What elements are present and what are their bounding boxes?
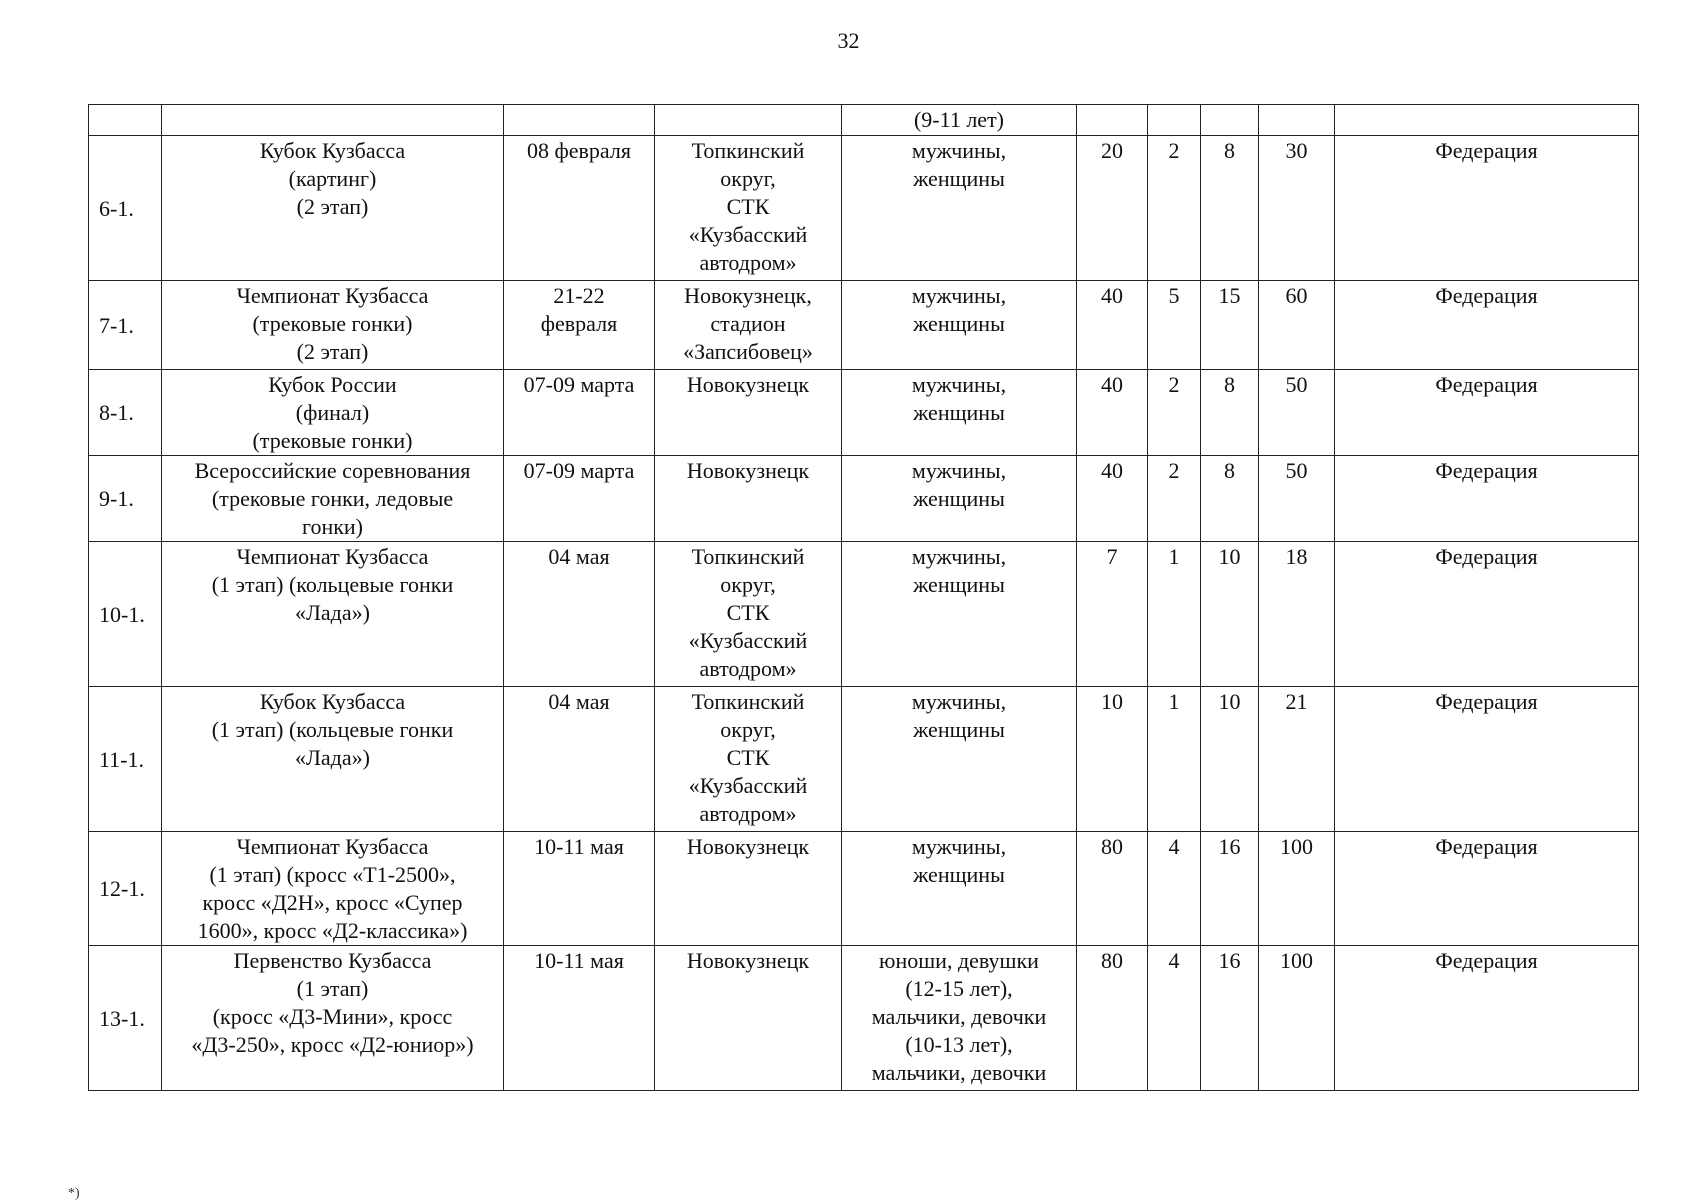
count-3: 8: [1224, 138, 1235, 163]
event-date-line: 04 мая: [548, 689, 610, 714]
event-date-line: 21-22: [553, 283, 605, 308]
event-name-line: (2 этап): [296, 339, 369, 364]
organizer: Федерация: [1435, 948, 1538, 973]
event-name-line: (1 этап) (кросс «Т1-2500»,: [209, 862, 456, 887]
cell-n1: [1077, 832, 1148, 946]
cell-participants: [842, 946, 1077, 1091]
event-date-line: 10-11 мая: [534, 948, 624, 973]
cell-n2: [1148, 687, 1201, 832]
cell-name: [162, 946, 504, 1091]
cell-participants: [842, 832, 1077, 946]
cell-place: [655, 370, 842, 456]
count-2: 1: [1168, 689, 1180, 714]
cell-place: [655, 832, 842, 946]
cell-num: [89, 105, 162, 136]
participants-line: (12-15 лет),: [905, 976, 1013, 1001]
event-place-line: Топкинский: [691, 544, 805, 569]
event-name-line: (1 этап) (кольцевые гонки: [211, 572, 454, 597]
count-1: 40: [1101, 283, 1123, 308]
cell-date: [504, 946, 655, 1091]
table-row: [89, 281, 1639, 370]
participants-line: женщины: [913, 166, 1005, 191]
cell-num: [89, 687, 162, 832]
event-place-line: округ,: [720, 717, 776, 742]
cell-date: [504, 370, 655, 456]
cell-n1: [1077, 281, 1148, 370]
event-place-line: Новокузнецк: [686, 948, 810, 973]
event-place-line: Новокузнецк: [686, 458, 810, 483]
participants-line: юноши, девушки: [879, 948, 1039, 973]
cell-n3: [1201, 370, 1259, 456]
participants-line: мальчики, девочки: [871, 1004, 1047, 1029]
cell-place: [655, 946, 842, 1091]
cell-name: [162, 542, 504, 687]
event-name-line: (1 этап) (кольцевые гонки: [211, 717, 454, 742]
cell-n3: [1201, 832, 1259, 946]
cell-n2: [1148, 832, 1201, 946]
cell-name: [162, 832, 504, 946]
cell-org: [1335, 105, 1639, 136]
event-name-line: Чемпионат Кузбасса: [236, 544, 429, 569]
row-number: 12-1.: [99, 876, 145, 901]
cell-name: [162, 105, 504, 136]
event-name-line: «Лада»): [295, 600, 370, 625]
count-4: 100: [1280, 948, 1313, 973]
event-place-line: Топкинский: [691, 138, 805, 163]
participants-line: женщины: [913, 717, 1005, 742]
event-name-line: Чемпионат Кузбасса: [236, 283, 429, 308]
count-4: 18: [1285, 544, 1308, 569]
cell-place: [655, 456, 842, 542]
participants-line: женщины: [913, 486, 1005, 511]
event-name-line: 1600», кросс «Д2-классика»): [197, 918, 468, 943]
cell-n4: [1259, 281, 1335, 370]
cell-name: [162, 687, 504, 832]
cell-org: [1335, 281, 1639, 370]
count-4: 30: [1285, 138, 1308, 163]
cell-date: [504, 832, 655, 946]
cell-participants: [842, 105, 1077, 136]
cell-place: [655, 542, 842, 687]
table-row: [89, 370, 1639, 456]
event-place-line: автодром»: [699, 801, 797, 826]
cell-org: [1335, 946, 1639, 1091]
cell-org: [1335, 832, 1639, 946]
cell-num: [89, 370, 162, 456]
table-row: [89, 946, 1639, 1091]
event-place-line: «Запсибовец»: [683, 339, 813, 364]
cell-n3: [1201, 946, 1259, 1091]
cell-participants: [842, 281, 1077, 370]
continuation-row: [89, 105, 1639, 136]
organizer: Федерация: [1435, 458, 1538, 483]
organizer: Федерация: [1435, 138, 1538, 163]
cell-name: [162, 281, 504, 370]
event-name-line: Кубок Кузбасса: [259, 138, 406, 163]
cell-n4: [1259, 542, 1335, 687]
event-place-line: стадион: [710, 311, 786, 336]
event-date-line: февраля: [540, 311, 618, 336]
cell-place: [655, 281, 842, 370]
row-number: 11-1.: [99, 746, 145, 772]
participants-line: (10-13 лет),: [905, 1032, 1013, 1057]
count-1: 40: [1101, 372, 1123, 397]
row-number: 7-1.: [99, 312, 134, 338]
count-2: 5: [1168, 283, 1180, 308]
count-3: 10: [1218, 544, 1241, 569]
count-4: 100: [1280, 834, 1313, 859]
participants-line: мужчины,: [911, 372, 1007, 397]
event-place-line: Новокузнецк: [686, 372, 810, 397]
count-2: 2: [1168, 138, 1180, 163]
event-place-line: «Кузбасский: [688, 628, 808, 653]
cell-n1: [1077, 946, 1148, 1091]
cell-n3: [1201, 456, 1259, 542]
event-name-line: Чемпионат Кузбасса: [236, 834, 429, 859]
event-place-line: СТК: [726, 745, 770, 770]
organizer: Федерация: [1435, 544, 1538, 569]
table-row: [89, 542, 1639, 687]
cell-n3: [1201, 542, 1259, 687]
event-name-line: Всероссийские соревнования: [194, 458, 471, 483]
cell-org: [1335, 687, 1639, 832]
event-place-line: округ,: [720, 572, 776, 597]
event-name-line: (кросс «Д3-Мини», кросс: [212, 1004, 453, 1029]
cell-participants: [842, 456, 1077, 542]
row-number: 9-1.: [99, 486, 134, 511]
cell-n4: [1259, 687, 1335, 832]
event-name-line: Первенство Кузбасса: [233, 948, 432, 973]
cell-n3: [1201, 136, 1259, 281]
participants-line: мужчины,: [911, 138, 1007, 163]
event-place-line: «Кузбасский: [688, 222, 808, 247]
event-name-line: кросс «Д2Н», кросс «Супер: [202, 890, 463, 915]
row-number: 13-1.: [99, 1005, 145, 1031]
cell-participants: [842, 370, 1077, 456]
cell-org: [1335, 370, 1639, 456]
count-1: 80: [1101, 834, 1123, 859]
cell-date: [504, 281, 655, 370]
cell-n1: [1077, 687, 1148, 832]
count-2: 4: [1168, 948, 1180, 973]
count-4: 60: [1285, 283, 1308, 308]
footnote-mark: *): [68, 1186, 80, 1201]
cell-n4: [1259, 370, 1335, 456]
event-name-line: «Д3-250», кросс «Д2-юниор»): [191, 1032, 474, 1057]
row-number: 10-1.: [99, 601, 145, 627]
event-name-line: (2 этап): [296, 194, 369, 219]
event-date-line: 04 мая: [548, 544, 610, 569]
event-name-line: (1 этап): [296, 976, 369, 1001]
count-3: 15: [1218, 283, 1241, 308]
count-3: 10: [1218, 689, 1241, 714]
event-place-line: округ,: [720, 166, 776, 191]
event-place-line: Новокузнецк,: [684, 283, 812, 308]
count-1: 80: [1101, 948, 1123, 973]
table-row: [89, 832, 1639, 946]
count-1: 20: [1101, 138, 1123, 163]
cell-n1: [1077, 136, 1148, 281]
organizer: Федерация: [1435, 372, 1538, 397]
cell-org: [1335, 136, 1639, 281]
page-number: 32: [837, 28, 860, 53]
count-3: 16: [1218, 834, 1241, 859]
cell-n2: [1148, 136, 1201, 281]
event-date-line: 08 февраля: [527, 138, 631, 163]
event-name-line: (трековые гонки): [252, 428, 413, 453]
count-1: 40: [1101, 458, 1123, 483]
count-2: 2: [1168, 458, 1180, 483]
cell-n1: [1077, 105, 1148, 136]
cell-place: [655, 136, 842, 281]
cell-num: [89, 542, 162, 687]
event-name-line: гонки): [301, 514, 364, 539]
cell-name: [162, 456, 504, 542]
event-date-line: 07-09 марта: [523, 458, 635, 483]
table-row: [89, 687, 1639, 832]
cell-date: [504, 136, 655, 281]
cell-participants: [842, 542, 1077, 687]
cell-org: [1335, 542, 1639, 687]
participants-line: мужчины,: [911, 544, 1007, 569]
event-place-line: СТК: [726, 600, 770, 625]
organizer: Федерация: [1435, 834, 1538, 859]
cell-name: [162, 136, 504, 281]
event-place-line: «Кузбасский: [688, 773, 808, 798]
event-name-line: Кубок России: [268, 372, 397, 397]
event-date-line: 07-09 марта: [523, 372, 635, 397]
participants-line: (9-11 лет): [913, 107, 1005, 132]
cell-n1: [1077, 456, 1148, 542]
cell-num: [89, 281, 162, 370]
events-table: [88, 104, 1639, 1091]
count-4: 50: [1285, 372, 1308, 397]
event-name-line: (финал): [295, 400, 370, 425]
count-2: 1: [1168, 544, 1180, 569]
cell-date: [504, 687, 655, 832]
event-name-line: (трековые гонки, ледовые: [211, 486, 454, 511]
cell-n2: [1148, 370, 1201, 456]
cell-n3: [1201, 281, 1259, 370]
organizer: Федерация: [1435, 283, 1538, 308]
organizer: Федерация: [1435, 689, 1538, 714]
cell-num: [89, 946, 162, 1091]
cell-n2: [1148, 105, 1201, 136]
event-name-line: Кубок Кузбасса: [259, 689, 406, 714]
cell-n2: [1148, 946, 1201, 1091]
cell-n4: [1259, 456, 1335, 542]
table-row: [89, 456, 1639, 542]
participants-line: мальчики, девочки: [871, 1060, 1047, 1085]
row-number: 6-1.: [99, 195, 134, 221]
count-3: 16: [1218, 948, 1241, 973]
participants-line: женщины: [913, 572, 1005, 597]
cell-num: [89, 136, 162, 281]
cell-n4: [1259, 832, 1335, 946]
event-name-line: (картинг): [288, 166, 377, 191]
cell-date: [504, 456, 655, 542]
cell-num: [89, 456, 162, 542]
event-place-line: СТК: [726, 194, 770, 219]
cell-n4: [1259, 946, 1335, 1091]
participants-line: мужчины,: [911, 458, 1007, 483]
count-3: 8: [1224, 458, 1235, 483]
cell-n3: [1201, 105, 1259, 136]
cell-n4: [1259, 136, 1335, 281]
cell-n1: [1077, 370, 1148, 456]
count-1: 7: [1106, 544, 1118, 569]
participants-line: женщины: [913, 862, 1005, 887]
cell-place: [655, 105, 842, 136]
event-name-line: «Лада»): [295, 745, 370, 770]
cell-participants: [842, 136, 1077, 281]
row-number: 8-1.: [99, 400, 134, 425]
count-1: 10: [1101, 689, 1123, 714]
cell-n2: [1148, 281, 1201, 370]
cell-participants: [842, 687, 1077, 832]
event-name-line: (трековые гонки): [252, 311, 413, 336]
participants-line: мужчины,: [911, 834, 1007, 859]
cell-n1: [1077, 542, 1148, 687]
event-place-line: Новокузнецк: [686, 834, 810, 859]
cell-name: [162, 370, 504, 456]
cell-place: [655, 687, 842, 832]
participants-line: мужчины,: [911, 689, 1007, 714]
cell-num: [89, 832, 162, 946]
count-2: 2: [1168, 372, 1180, 397]
event-place-line: автодром»: [699, 250, 797, 275]
cell-n4: [1259, 105, 1335, 136]
count-4: 21: [1285, 689, 1308, 714]
participants-line: мужчины,: [911, 283, 1007, 308]
cell-n2: [1148, 456, 1201, 542]
participants-line: женщины: [913, 400, 1005, 425]
event-date-line: 10-11 мая: [534, 834, 624, 859]
cell-date: [504, 105, 655, 136]
cell-date: [504, 542, 655, 687]
count-3: 8: [1224, 372, 1235, 397]
table-row: [89, 136, 1639, 281]
cell-n3: [1201, 687, 1259, 832]
event-place-line: автодром»: [699, 656, 797, 681]
cell-org: [1335, 456, 1639, 542]
count-2: 4: [1168, 834, 1180, 859]
participants-line: женщины: [913, 311, 1005, 336]
count-4: 50: [1285, 458, 1308, 483]
cell-n2: [1148, 542, 1201, 687]
event-place-line: Топкинский: [691, 689, 805, 714]
